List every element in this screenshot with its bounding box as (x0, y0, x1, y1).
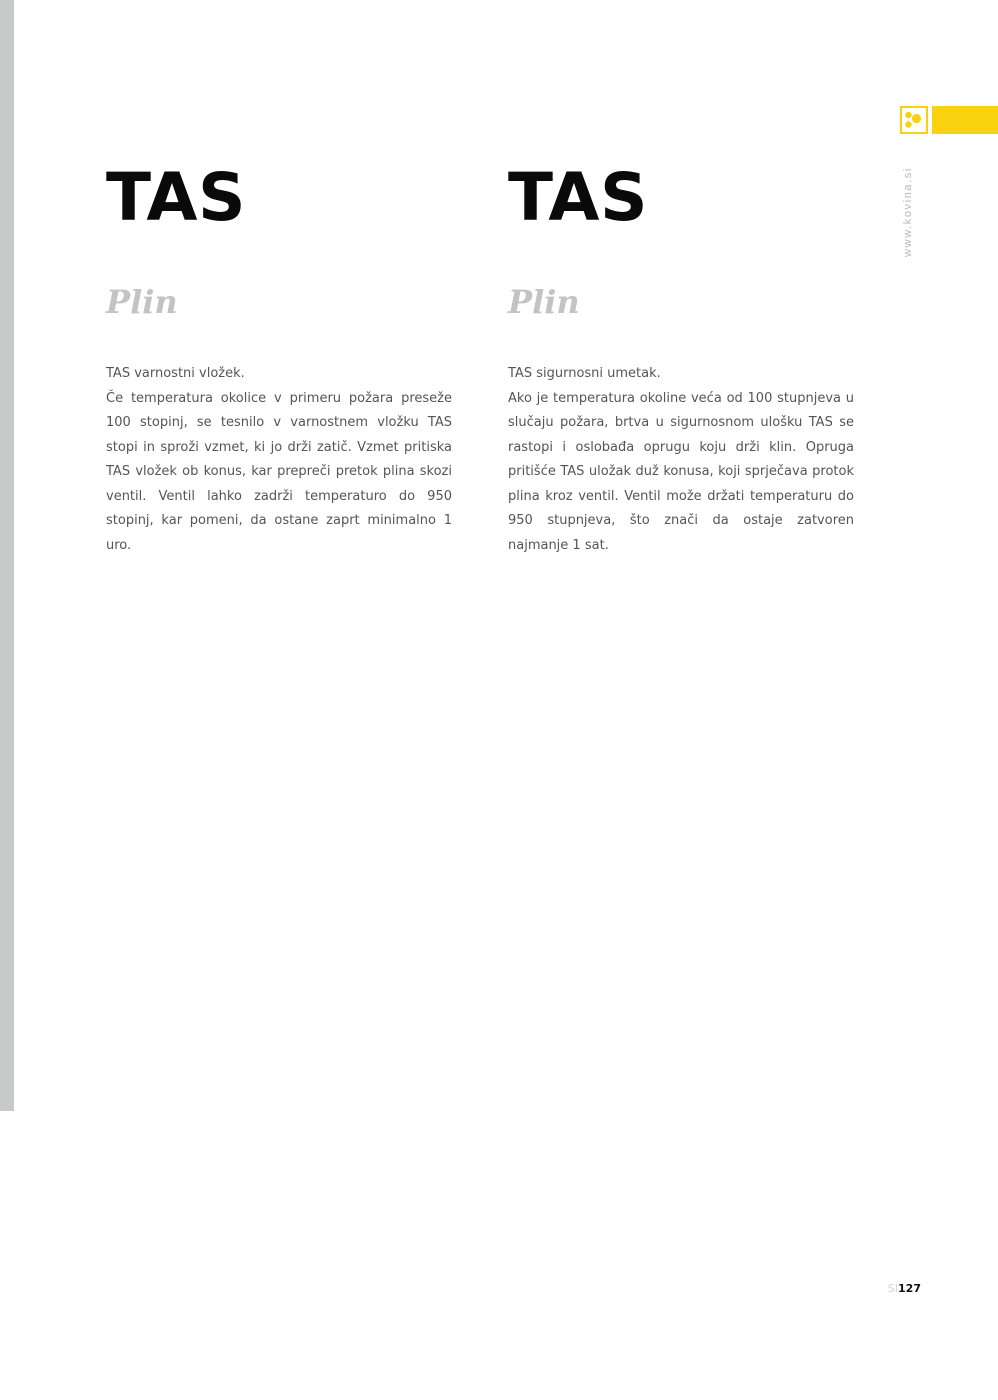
dots-logo-icon (900, 106, 928, 134)
left-side-bar (0, 0, 14, 1111)
body-text (508, 362, 854, 558)
website-url: www.kovina.si (902, 167, 914, 257)
body-text (106, 362, 452, 558)
paragraph-description: Ako je temperatura okoline veća od 100 stupnjeva u slučaju požara, brtva u sigurnosnom ulošku TAS se rastopi i oslobađa oprugu koju drži klin. Opruga pritišće TAS uložak duž konusa, koji sprječava protok plina kroz ventil. Ventil može držati temperaturu do 950 stupnjeva, što znači da ostaje zatvoren najmanje 1 sat. (508, 390, 854, 553)
accent-strip (932, 106, 998, 134)
page-title: TAS (508, 159, 649, 236)
page-title: TAS (106, 159, 247, 236)
paragraph-intro: TAS sigurnosni umetak. (508, 366, 661, 381)
column-croatian (508, 159, 854, 553)
page-number (888, 1282, 921, 1295)
paragraph-intro: TAS varnostni vložek. (106, 366, 245, 381)
column-slovenian (106, 159, 452, 553)
page-number-value: 127 (898, 1282, 921, 1295)
language-code: SI (887, 1282, 899, 1295)
section-subtitle: Plin (508, 283, 580, 321)
paragraph-description: Če temperatura okolice v primeru požara preseže 100 stopinj, se tesnilo v varnostnem vložku TAS stopi in sproži vzmet, ki jo drži zatič. Vzmet pritiska TAS vložek ob konus, kar prepreči pretok plina skozi ventil. Ventil lahko zadrži temperaturo do 950 stopinj, kar pomeni, da ostane zaprt minimalno 1 uro. (106, 390, 452, 553)
section-subtitle: Plin (106, 283, 178, 321)
